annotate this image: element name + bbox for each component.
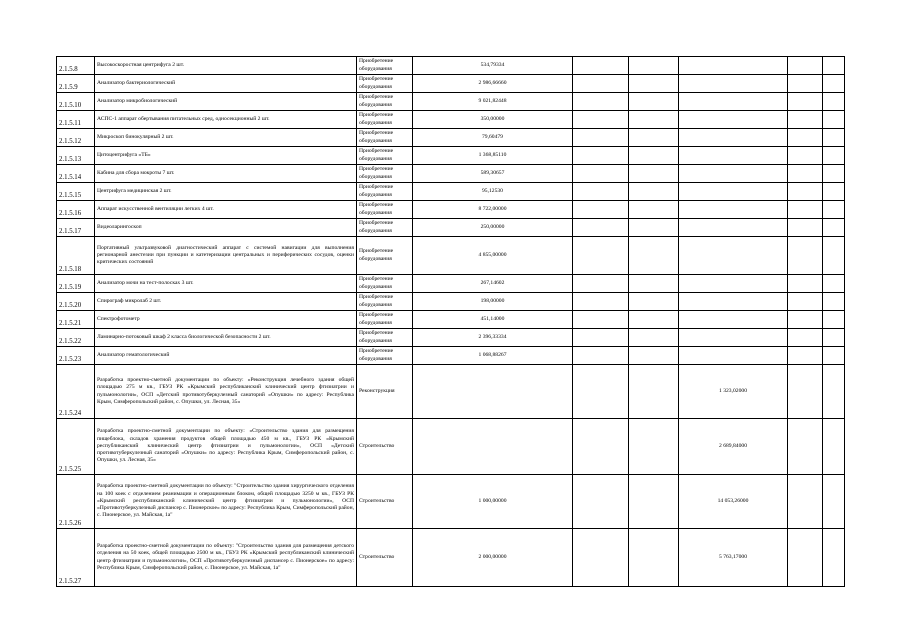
empty-cell xyxy=(823,93,845,111)
table-row xyxy=(57,275,845,293)
amount-cell-2 xyxy=(679,293,788,311)
amount-cell: 1 368,85110 xyxy=(413,147,573,165)
item-name-cell: АСПС-1 аппарат обертывания питательных сред, односекционный 2 шт. xyxy=(95,111,357,129)
table-row xyxy=(57,183,845,201)
table-row xyxy=(57,165,845,183)
empty-cell xyxy=(629,365,679,419)
empty-cell xyxy=(629,275,679,293)
empty-cell xyxy=(573,275,629,293)
empty-cell xyxy=(823,129,845,147)
amount-cell-2 xyxy=(679,347,788,365)
row-number-cell: 2.1.5.20 xyxy=(57,293,95,311)
row-number-cell: 2.1.5.12 xyxy=(57,129,95,147)
empty-cell xyxy=(629,147,679,165)
empty-cell xyxy=(823,475,845,529)
empty-cell xyxy=(573,329,629,347)
amount-cell-2 xyxy=(679,201,788,219)
row-number-cell: 2.1.5.19 xyxy=(57,275,95,293)
item-name-cell: Аппарат искусственной вентиляции легких 4 шт. xyxy=(95,201,357,219)
item-name-cell: Кабина для сбора мокроты 7 шт. xyxy=(95,165,357,183)
item-name-cell: Анализатор микробиологический xyxy=(95,93,357,111)
row-number-cell: 2.1.5.18 xyxy=(57,237,95,275)
empty-cell xyxy=(788,529,823,587)
amount-cell xyxy=(413,365,573,419)
amount-cell: 250,00000 xyxy=(413,219,573,237)
table-row xyxy=(57,93,845,111)
item-name-cell: Видеоларингоскоп xyxy=(95,219,357,237)
table-row xyxy=(57,293,845,311)
row-number-cell: 2.1.5.11 xyxy=(57,111,95,129)
amount-cell: 1 068,88267 xyxy=(413,347,573,365)
empty-cell xyxy=(823,201,845,219)
empty-cell xyxy=(573,183,629,201)
empty-cell xyxy=(573,93,629,111)
empty-cell xyxy=(573,129,629,147)
amount-cell-2 xyxy=(679,147,788,165)
empty-cell xyxy=(629,475,679,529)
table-row xyxy=(57,75,845,93)
work-type-cell: Строительство xyxy=(357,529,413,587)
work-type-cell: Приобретение оборудования xyxy=(357,275,413,293)
empty-cell xyxy=(823,183,845,201)
item-name-cell: Анализатор гематологический xyxy=(95,347,357,365)
amount-cell: 267,14602 xyxy=(413,275,573,293)
empty-cell xyxy=(788,329,823,347)
amount-cell-2 xyxy=(679,275,788,293)
empty-cell xyxy=(788,93,823,111)
amount-cell-2 xyxy=(679,129,788,147)
work-type-cell: Строительство xyxy=(357,419,413,475)
empty-cell xyxy=(629,237,679,275)
empty-cell xyxy=(788,75,823,93)
item-name-cell: Портативный ультразвуковой диагностический аппарат с системой навигации для выполнения регионарной анестезии при пункции и катетеризации центральных и периферических сосудов, оценки критических состояний xyxy=(95,237,357,275)
empty-cell xyxy=(823,329,845,347)
row-number-cell: 2.1.5.10 xyxy=(57,93,95,111)
amount-cell: 1 000,00000 xyxy=(413,475,573,529)
empty-cell xyxy=(629,75,679,93)
empty-cell xyxy=(823,275,845,293)
row-number-cell: 2.1.5.25 xyxy=(57,419,95,475)
empty-cell xyxy=(823,347,845,365)
amount-cell: 350,00000 xyxy=(413,111,573,129)
empty-cell xyxy=(573,529,629,587)
empty-cell xyxy=(823,111,845,129)
empty-cell xyxy=(573,165,629,183)
empty-cell xyxy=(788,237,823,275)
item-name-cell: Спектрофотометр xyxy=(95,311,357,329)
empty-cell xyxy=(629,165,679,183)
table-row xyxy=(57,237,845,275)
empty-cell xyxy=(823,529,845,587)
row-number-cell: 2.1.5.9 xyxy=(57,75,95,93)
item-name-cell: Анализатор бактериологический xyxy=(95,75,357,93)
amount-cell: 4 855,00000 xyxy=(413,237,573,275)
amount-cell: 8 722,00000 xyxy=(413,201,573,219)
row-number-cell: 2.1.5.24 xyxy=(57,365,95,419)
empty-cell xyxy=(573,419,629,475)
table-row xyxy=(57,147,845,165)
work-type-cell: Приобретение оборудования xyxy=(357,129,413,147)
empty-cell xyxy=(629,57,679,75)
empty-cell xyxy=(788,293,823,311)
empty-cell xyxy=(629,201,679,219)
amount-cell-2 xyxy=(679,111,788,129)
work-type-cell: Приобретение оборудования xyxy=(357,111,413,129)
empty-cell xyxy=(573,475,629,529)
empty-cell xyxy=(788,219,823,237)
amount-cell: 2 396,33334 xyxy=(413,329,573,347)
work-type-cell: Приобретение оборудования xyxy=(357,201,413,219)
empty-cell xyxy=(823,147,845,165)
work-type-cell: Приобретение оборудования xyxy=(357,237,413,275)
item-name-cell: Ламинарно-потоковый шкаф 2 класса биологической безопасности 2 шт. xyxy=(95,329,357,347)
document-table xyxy=(56,56,845,587)
row-number-cell: 2.1.5.14 xyxy=(57,165,95,183)
row-number-cell: 2.1.5.16 xyxy=(57,201,95,219)
row-number-cell: 2.1.5.15 xyxy=(57,183,95,201)
amount-cell: 451,14000 xyxy=(413,311,573,329)
empty-cell xyxy=(573,347,629,365)
empty-cell xyxy=(823,311,845,329)
empty-cell xyxy=(788,475,823,529)
table-row xyxy=(57,57,845,75)
work-type-cell: Реконструкция xyxy=(357,365,413,419)
table-row xyxy=(57,347,845,365)
amount-cell-2 xyxy=(679,237,788,275)
empty-cell xyxy=(788,111,823,129)
empty-cell xyxy=(573,201,629,219)
amount-cell: 589,30657 xyxy=(413,165,573,183)
empty-cell xyxy=(823,75,845,93)
empty-cell xyxy=(629,329,679,347)
empty-cell xyxy=(788,183,823,201)
amount-cell: 9 021,82448 xyxy=(413,93,573,111)
item-name-cell: Разработка проектно-сметной документации по объекту: "Строительство здания для размещения детского отделения на 50 коек, общей площадью 2500 м кв., ГБУЗ РК «Крымский республиканский клинический центр фтизиатрии и пульмонологии», ОСП «Противотуберкулезный диспансер с. Пионерское» по адресу: Республика Крым, Симферопольский район, с. Пионерское, ул. Майская, 1а" xyxy=(95,529,357,587)
amount-cell-2: 1 323,02000 xyxy=(679,365,788,419)
table-row xyxy=(57,475,845,529)
item-name-cell: Разработка проектно-сметной документации по объекту: «Строительство здания для размещения пищеблока, складов хранения продуктов общей площадью 450 м кв., ГБУЗ РК «Крымский республиканский клинический центр фтизиатрии и пульмонологии», ОСП «Детский противотуберкулезный санаторий «Опушки» по адресу: Республика Крым, Симферопольский район, с. Опушки, ул. Лесная, 35» xyxy=(95,419,357,475)
work-type-cell: Приобретение оборудования xyxy=(357,57,413,75)
work-type-cell: Приобретение оборудования xyxy=(357,93,413,111)
table-row xyxy=(57,219,845,237)
empty-cell xyxy=(629,183,679,201)
amount-cell-2 xyxy=(679,183,788,201)
amount-cell: 95,12530 xyxy=(413,183,573,201)
empty-cell xyxy=(788,201,823,219)
item-name-cell: Анализатор мочи на тест-полосках 3 шт. xyxy=(95,275,357,293)
amount-cell-2: 5 763,17000 xyxy=(679,529,788,587)
empty-cell xyxy=(573,237,629,275)
table-row xyxy=(57,111,845,129)
item-name-cell: Спирограф микролаб 2 шт. xyxy=(95,293,357,311)
item-name-cell: Центрифуга медицинская 2 шт. xyxy=(95,183,357,201)
empty-cell xyxy=(573,111,629,129)
empty-cell xyxy=(573,147,629,165)
empty-cell xyxy=(573,311,629,329)
empty-cell xyxy=(629,347,679,365)
empty-cell xyxy=(823,293,845,311)
empty-cell xyxy=(788,311,823,329)
empty-cell xyxy=(573,75,629,93)
table-row xyxy=(57,129,845,147)
row-number-cell: 2.1.5.22 xyxy=(57,329,95,347)
row-number-cell: 2.1.5.8 xyxy=(57,57,95,75)
amount-cell: 79,60479 xyxy=(413,129,573,147)
empty-cell xyxy=(629,293,679,311)
item-name-cell: Разработка проектно-сметной документации по объекту: "Строительство здания хирургического отделения на 100 коек с отделением реанимации и операционным блоком, общей площадью 3250 м кв., ГБУЗ РК «Крымский республиканский клинический центр фтизиатрии и пульмонологии», ОСП «Противотуберкулезный диспансер с. Пионерское» по адресу: Республика Крым, Симферопольский район, с. Пионерское, ул. Майская, 1а" xyxy=(95,475,357,529)
empty-cell xyxy=(788,57,823,75)
amount-cell-2 xyxy=(679,219,788,237)
empty-cell xyxy=(788,347,823,365)
work-type-cell: Приобретение оборудования xyxy=(357,293,413,311)
table-row xyxy=(57,419,845,475)
work-type-cell: Приобретение оборудования xyxy=(357,329,413,347)
item-name-cell: Микроскоп бинокулярный 2 шт. xyxy=(95,129,357,147)
empty-cell xyxy=(629,419,679,475)
empty-cell xyxy=(573,365,629,419)
amount-cell-2: 2 689,84000 xyxy=(679,419,788,475)
amount-cell-2 xyxy=(679,329,788,347)
work-type-cell: Строительство xyxy=(357,475,413,529)
work-type-cell: Приобретение оборудования xyxy=(357,347,413,365)
empty-cell xyxy=(823,219,845,237)
empty-cell xyxy=(788,365,823,419)
work-type-cell: Приобретение оборудования xyxy=(357,147,413,165)
empty-cell xyxy=(629,129,679,147)
empty-cell xyxy=(573,293,629,311)
empty-cell xyxy=(823,165,845,183)
amount-cell xyxy=(413,419,573,475)
empty-cell xyxy=(823,237,845,275)
empty-cell xyxy=(629,529,679,587)
table-row xyxy=(57,529,845,587)
item-name-cell: Цитоцентрифуга «ТБ» xyxy=(95,147,357,165)
empty-cell xyxy=(629,311,679,329)
empty-cell xyxy=(629,111,679,129)
empty-cell xyxy=(788,129,823,147)
empty-cell xyxy=(629,219,679,237)
empty-cell xyxy=(788,165,823,183)
table-row xyxy=(57,329,845,347)
work-type-cell: Приобретение оборудования xyxy=(357,165,413,183)
empty-cell xyxy=(573,219,629,237)
empty-cell xyxy=(823,57,845,75)
amount-cell-2 xyxy=(679,75,788,93)
row-number-cell: 2.1.5.26 xyxy=(57,475,95,529)
row-number-cell: 2.1.5.23 xyxy=(57,347,95,365)
work-type-cell: Приобретение оборудования xyxy=(357,183,413,201)
table-row xyxy=(57,365,845,419)
amount-cell: 2 000,00000 xyxy=(413,529,573,587)
table-body xyxy=(57,57,845,587)
amount-cell: 534,79334 xyxy=(413,57,573,75)
empty-cell xyxy=(629,93,679,111)
empty-cell xyxy=(573,57,629,75)
empty-cell xyxy=(788,275,823,293)
item-name-cell: Высокоскоростная центрифуга 2 шт. xyxy=(95,57,357,75)
amount-cell-2 xyxy=(679,93,788,111)
amount-cell-2: 14 053,26000 xyxy=(679,475,788,529)
empty-cell xyxy=(823,365,845,419)
amount-cell-2 xyxy=(679,311,788,329)
row-number-cell: 2.1.5.17 xyxy=(57,219,95,237)
item-name-cell: Разработка проектно-сметной документации по объекту: «Реконструкция лечебного здания общей площадью 275 м кв., ГБУЗ РК «Крымский республиканский клинический центр фтизиатрии и пульмонологии», ОСП «Детский противотуберкулезный санаторий «Опушки» по адресу: Республика Крым, Симферопольский район, с. Опушки, ул. Лесная, 35» xyxy=(95,365,357,419)
empty-cell xyxy=(788,419,823,475)
work-type-cell: Приобретение оборудования xyxy=(357,219,413,237)
work-type-cell: Приобретение оборудования xyxy=(357,311,413,329)
row-number-cell: 2.1.5.13 xyxy=(57,147,95,165)
empty-cell xyxy=(823,419,845,475)
amount-cell: 198,00000 xyxy=(413,293,573,311)
amount-cell: 2 986,66660 xyxy=(413,75,573,93)
amount-cell-2 xyxy=(679,57,788,75)
table-row xyxy=(57,311,845,329)
row-number-cell: 2.1.5.21 xyxy=(57,311,95,329)
row-number-cell: 2.1.5.27 xyxy=(57,529,95,587)
amount-cell-2 xyxy=(679,165,788,183)
work-type-cell: Приобретение оборудования xyxy=(357,75,413,93)
table-row xyxy=(57,201,845,219)
empty-cell xyxy=(788,147,823,165)
